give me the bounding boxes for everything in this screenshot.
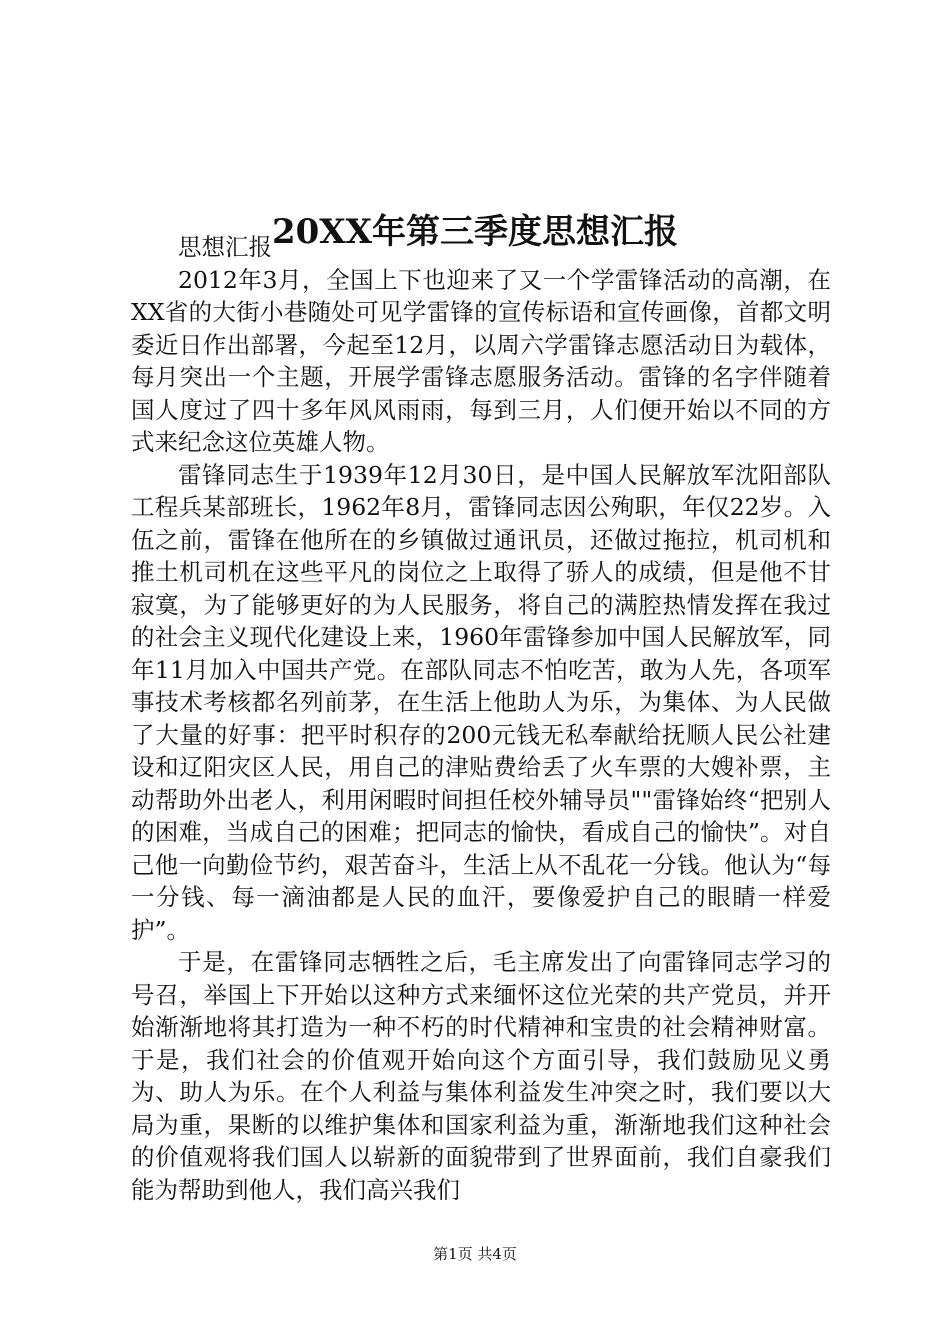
paragraph: 2012年3月，全国上下也迎来了又一个学雷锋活动的高潮，在XX省的大街小巷随处可见学雷锋的宣传标语和宣传画像，首都文明委近日作出部署，今起至12月，以周六学雷锋志愿活动日为载体，每月突出一个主题，开展学雷锋志愿服务活动。雷锋的名字伴随着国人度过了四十多年风风雨雨，每到三月，人们便开始以不同的方式来纪念这位英雄人物。: [131, 265, 831, 456]
paragraph: 于是，在雷锋同志牺牲之后，毛主席发出了向雷锋同志学习的号召，举国上下开始以这种方式来缅怀这位光荣的共产党员，并开始渐渐地将其打造为一种不朽的时代精神和宝贵的社会精神财富。于是，我们社会的价值观开始向这个方面引导，我们鼓励见义勇为、助人为乐。在个人利益与集体利益发生冲突之时，我们要以大局为重，果断的以维护集体和国家利益为重，渐渐地我们这种社会的价值观将我们国人以崭新的面貌带到了世界面前，我们自豪我们能为帮助到他人，我们高兴我们: [131, 948, 831, 1204]
document-body: [131, 231, 831, 1206]
document-title: 20XX年第三季度思想汇报: [271, 211, 679, 252]
paragraph: 雷锋同志生于1939年12月30日，是中国人民解放军沈阳部队工程兵某部班长，1962年8月，雷锋同志因公殉职，年仅22岁。入伍之前，雷锋在他所在的乡镇做过通讯员，还做过拖拉，机司机和推土机司机在这些平凡的岗位之上取得了骄人的成绩，但是他不甘寂寞，为了能够更好的为人民服务，将自己的满腔热情发挥在我过的社会主义现代化建设上来，1960年雷锋参加中国人民解放军，同年11月加入中国共产党。在部队同志不怕吃苦，敢为人先，各项军事技术考核都名列前茅，在生活上他助人为乐，为集体、为人民做了大量的好事：把平时积存的200元钱无私奉献给抚顺人民公社建设和辽阳灾区人民，用自己的津贴费给丢了火车票的大嫂补票，主动帮助外出老人，利用闲暇时间担任校外辅导员""雷锋始终“把别人的困难，当成自己的困难；把同志的愉快，看成自己的愉快”。对自己他一向勤俭节约，艰苦奋斗，生活上从不乱花一分钱。他认为“每一分钱、每一滴油都是人民的血汗，要像爱护自己的眼睛一样爱护”。: [131, 460, 831, 944]
paragraph-heading: 思想汇报: [178, 233, 272, 261]
page-footer: 第1页 共4页: [433, 1245, 517, 1263]
